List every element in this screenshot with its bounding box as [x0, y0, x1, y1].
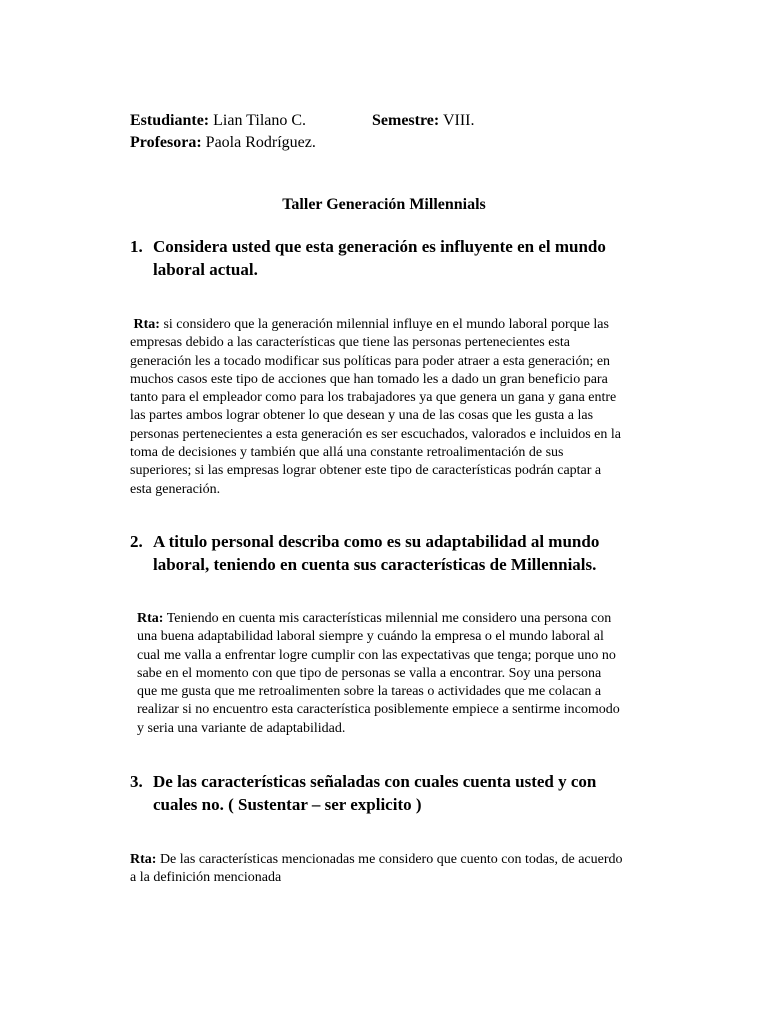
answer-3	[130, 851, 730, 888]
answer-line: una buena adaptabilidad laboral siempre y cuándo la empresa o el mundo laboral al	[137, 629, 604, 645]
answer-line: muchos casos este tipo de acciones que han tomado les a dado un gran beneficio para	[130, 371, 608, 387]
answer-line: cual me valla a enfrentar logre cumplir con las expectativas que tenga; porque uno no	[137, 647, 616, 663]
answer-1	[130, 316, 730, 499]
semester-label: Semestre:	[372, 112, 440, 129]
answer-line: las partes ambos lograr obtener lo que desean y una de las cosas que les gusta a las	[130, 408, 594, 424]
question-3	[130, 770, 640, 816]
answer-line: empresas debido a las características que tiene las personas pertenecientes esta	[130, 335, 571, 351]
answer-line	[130, 316, 730, 334]
question-text: Considera usted que esta generación es influyente en el mundo laboral actual.	[153, 237, 606, 279]
student-line	[130, 110, 306, 132]
answer-line: a la definición mencionada	[130, 870, 282, 886]
answer-line: tanto para el empleador como para los trabajadores ya que genera un gana y gana entre	[130, 390, 617, 406]
semester-line	[372, 110, 475, 132]
answer-2	[137, 610, 737, 738]
answer-label: Rta:	[130, 852, 157, 867]
answer-line: toma de decisiones y también que allá una constante retroalimentación de sus	[130, 445, 564, 461]
student-label: Estudiante:	[130, 112, 210, 129]
question-2	[130, 530, 630, 576]
answer-line: realizar si no encuentro esta característica posiblemente empiece a sentirme incomodo	[137, 702, 620, 718]
answer-line: generación les a tocado modificar sus políticas para poder atraer a esta generación; en	[130, 353, 611, 369]
teacher-label: Profesora:	[130, 134, 202, 151]
semester-value: VIII.	[442, 112, 475, 129]
question-text: De las características señaladas con cuales cuenta usted y con cuales no. ( Sustentar – ser explicito )	[153, 772, 597, 814]
answer-line	[130, 851, 730, 869]
answer-line: esta generación.	[130, 481, 221, 497]
student-name: Lian Tilano C.	[213, 112, 307, 129]
answer-line: y seria una variante de adaptabilidad.	[137, 720, 346, 736]
answer-line: superiores; si las empresas lograr obtener este tipo de características podrán captar a	[130, 463, 602, 479]
answer-label: Rta:	[133, 317, 160, 332]
answer-line	[137, 610, 737, 628]
question-text: A titulo personal describa como es su adaptabilidad al mundo laboral, teniendo en cuenta sus características de Millennials.	[153, 532, 600, 574]
answer-line: personas pertenecientes a esta generación es ser escuchados, valorados e incluidos en la	[130, 426, 621, 442]
answer-line-text: si considero que la generación milennial influye en el mundo laboral porque las	[163, 317, 609, 332]
answer-line-text: Teniendo en cuenta mis características milennial me considero una persona con	[166, 611, 612, 626]
question-1	[130, 235, 630, 281]
question-number: 3.	[130, 772, 143, 791]
document-title: Taller Generación Millennials	[282, 196, 486, 213]
answer-line-text: De las características mencionadas me considero que cuento con todas, de acuerdo	[159, 852, 623, 867]
teacher-name: Paola Rodríguez.	[205, 134, 316, 151]
teacher-line	[130, 132, 316, 154]
answer-line: sabe en el momento con que tipo de personas se valla a encontrar. Soy una persona	[137, 665, 602, 681]
question-number: 1.	[130, 237, 143, 256]
answer-line: que me gusta que me retroalimenten sobre la tareas o actividades que me colacan a	[137, 684, 602, 700]
answer-label: Rta:	[137, 611, 164, 626]
question-number: 2.	[130, 532, 143, 551]
